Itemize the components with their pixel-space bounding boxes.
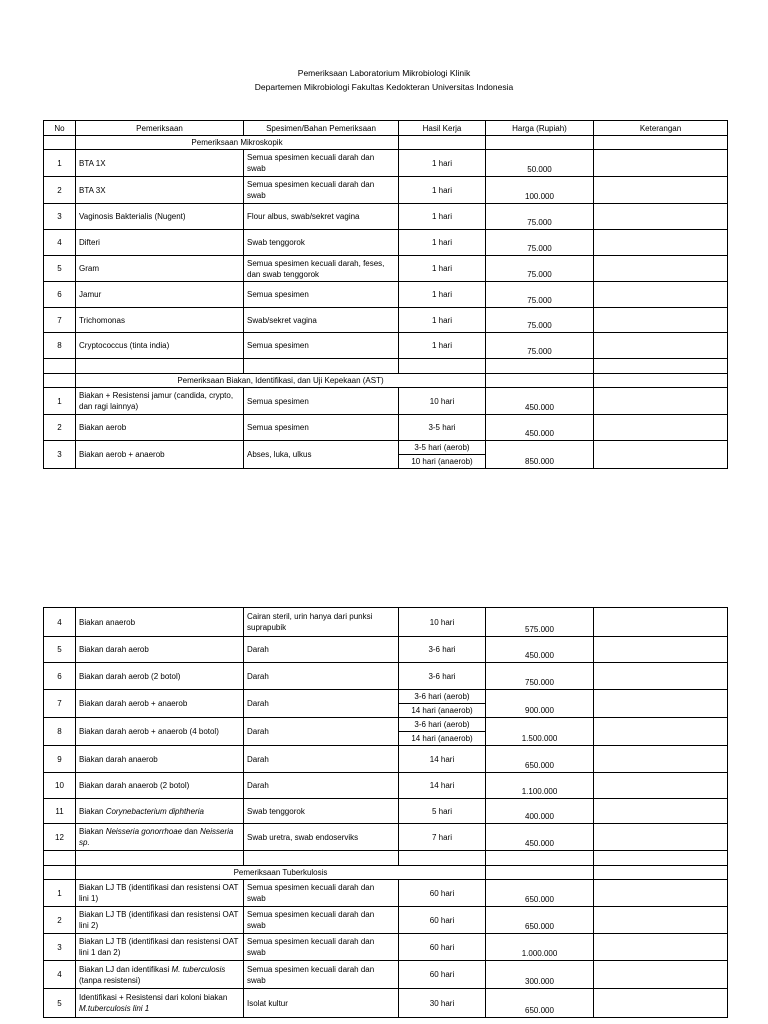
work-time: 60 hari	[399, 961, 486, 989]
row-number: 1	[44, 388, 76, 415]
price: 50.000	[486, 150, 594, 177]
work-time: 5 hari	[399, 799, 486, 824]
notes	[594, 608, 728, 637]
work-time-anaerob: 14 hari (anaerob)	[399, 731, 485, 745]
price: 1.100.000	[486, 773, 594, 799]
table-row	[44, 773, 728, 799]
price: 450.000	[486, 415, 594, 441]
notes	[594, 989, 728, 1018]
work-time: 1 hari	[399, 256, 486, 282]
col-header-specimen: Spesimen/Bahan Pemeriksaan	[244, 121, 399, 136]
exam-name: Biakan LJ TB (identifikasi dan resistensi OAT lini 1)	[76, 880, 244, 907]
price: 75.000	[486, 230, 594, 256]
row-number: 12	[44, 824, 76, 851]
exam-name: BTA 1X	[76, 150, 244, 177]
exam-name: BTA 3X	[76, 177, 244, 204]
work-time: 60 hari	[399, 934, 486, 961]
work-time: 3-6 hari	[399, 637, 486, 663]
col-header-no: No	[44, 121, 76, 136]
work-time-split	[399, 718, 486, 746]
specimen: Cairan steril, urin hanya dari punksi suprapubik	[244, 608, 399, 637]
table-row	[44, 333, 728, 359]
exam-name: Biakan darah aerob + anaerob	[76, 690, 244, 718]
exam-name: Identifikasi + Resistensi dari koloni biakan M.tuberculosis lini 1	[76, 989, 244, 1018]
specimen: Semua spesimen kecuali darah dan swab	[244, 177, 399, 204]
blank-row	[44, 359, 728, 374]
specimen: Semua spesimen kecuali darah dan swab	[244, 880, 399, 907]
exam-name: Biakan anaerob	[76, 608, 244, 637]
work-time: 1 hari	[399, 204, 486, 230]
row-number: 1	[44, 150, 76, 177]
specimen: Darah	[244, 718, 399, 746]
exam-name: Cryptococcus (tinta india)	[76, 333, 244, 359]
price: 650.000	[486, 746, 594, 773]
table-header-row	[44, 121, 728, 136]
price: 750.000	[486, 663, 594, 690]
section-header-row	[44, 136, 728, 150]
notes	[594, 690, 728, 718]
row-number: 1	[44, 880, 76, 907]
price-table-part-2	[43, 607, 728, 1018]
row-number: 7	[44, 690, 76, 718]
row-number: 2	[44, 415, 76, 441]
col-header-price: Harga (Rupiah)	[486, 121, 594, 136]
price: 75.000	[486, 282, 594, 308]
work-time: 1 hari	[399, 230, 486, 256]
notes	[594, 961, 728, 989]
notes	[594, 256, 728, 282]
exam-name: Biakan LJ dan identifikasi M. tuberculosis (tanpa resistensi)	[76, 961, 244, 989]
notes	[594, 773, 728, 799]
title-line-2: Departemen Mikrobiologi Fakultas Kedokteran Universitas Indonesia	[254, 82, 514, 92]
specimen: Semua spesimen	[244, 415, 399, 441]
price: 850.000	[486, 441, 594, 469]
specimen: Darah	[244, 746, 399, 773]
work-time: 14 hari	[399, 773, 486, 799]
row-number: 4	[44, 961, 76, 989]
table-row	[44, 989, 728, 1018]
work-time: 1 hari	[399, 308, 486, 333]
price: 100.000	[486, 177, 594, 204]
table-row	[44, 441, 728, 469]
exam-name: Biakan darah anaerob (2 botol)	[76, 773, 244, 799]
price: 650.000	[486, 907, 594, 934]
notes	[594, 333, 728, 359]
specimen: Semua spesimen	[244, 282, 399, 308]
specimen: Swab uretra, swab endoserviks	[244, 824, 399, 851]
notes	[594, 230, 728, 256]
specimen: Swab tenggorok	[244, 230, 399, 256]
notes	[594, 718, 728, 746]
table-row	[44, 150, 728, 177]
price: 400.000	[486, 799, 594, 824]
notes	[594, 637, 728, 663]
notes	[594, 907, 728, 934]
row-number: 3	[44, 204, 76, 230]
row-number: 3	[44, 934, 76, 961]
exam-name: Biakan darah anaerob	[76, 746, 244, 773]
notes	[594, 204, 728, 230]
exam-name: Vaginosis Bakterialis (Nugent)	[76, 204, 244, 230]
specimen: Semua spesimen kecuali darah dan swab	[244, 961, 399, 989]
row-number: 5	[44, 637, 76, 663]
table-row	[44, 637, 728, 663]
notes	[594, 824, 728, 851]
row-number: 8	[44, 333, 76, 359]
specimen: Swab tenggorok	[244, 799, 399, 824]
table-row	[44, 204, 728, 230]
table-row	[44, 907, 728, 934]
row-number: 10	[44, 773, 76, 799]
exam-name: Biakan LJ TB (identifikasi dan resistensi OAT lini 2)	[76, 907, 244, 934]
table-row	[44, 718, 728, 746]
price: 75.000	[486, 256, 594, 282]
work-time: 30 hari	[399, 989, 486, 1018]
section-header-row	[44, 866, 728, 880]
specimen: Darah	[244, 663, 399, 690]
row-number: 6	[44, 282, 76, 308]
exam-name: Jamur	[76, 282, 244, 308]
work-time-split	[399, 441, 486, 469]
table-row	[44, 177, 728, 204]
row-number: 2	[44, 177, 76, 204]
table-row	[44, 746, 728, 773]
price: 575.000	[486, 608, 594, 637]
notes	[594, 150, 728, 177]
exam-name: Biakan Neisseria gonorrhoae dan Neisseria sp.	[76, 824, 244, 851]
section-title: Pemeriksaan Tuberkulosis	[76, 866, 486, 880]
col-header-notes: Keterangan	[594, 121, 728, 136]
exam-name: Difteri	[76, 230, 244, 256]
work-time: 1 hari	[399, 282, 486, 308]
col-header-exam: Pemeriksaan	[76, 121, 244, 136]
notes	[594, 934, 728, 961]
price: 75.000	[486, 204, 594, 230]
row-number: 5	[44, 989, 76, 1018]
work-time-anaerob: 14 hari (anaerob)	[399, 703, 485, 717]
specimen: Darah	[244, 637, 399, 663]
work-time: 7 hari	[399, 824, 486, 851]
row-number: 4	[44, 230, 76, 256]
price: 1.500.000	[486, 718, 594, 746]
exam-name: Biakan aerob	[76, 415, 244, 441]
table-row	[44, 934, 728, 961]
section-header-row	[44, 374, 728, 388]
notes	[594, 880, 728, 907]
row-number: 8	[44, 718, 76, 746]
specimen: Semua spesimen kecuali darah dan swab	[244, 150, 399, 177]
table-row	[44, 799, 728, 824]
section-title: Pemeriksaan Mikroskopik	[76, 136, 399, 150]
work-time: 1 hari	[399, 150, 486, 177]
section-title: Pemeriksaan Biakan, Identifikasi, dan Uji Kepekaan (AST)	[76, 374, 486, 388]
notes	[594, 282, 728, 308]
work-time-split	[399, 690, 486, 718]
work-time: 3-6 hari	[399, 663, 486, 690]
notes	[594, 799, 728, 824]
table-row	[44, 663, 728, 690]
price-table-part-1	[43, 120, 728, 469]
exam-name: Biakan LJ TB (identifikasi dan resistensi OAT lini 1 dan 2)	[76, 934, 244, 961]
price: 450.000	[486, 388, 594, 415]
work-time-aerob: 3-6 hari (aerob)	[414, 692, 470, 701]
price: 75.000	[486, 308, 594, 333]
notes	[594, 441, 728, 469]
exam-name: Biakan aerob + anaerob	[76, 441, 244, 469]
row-number: 4	[44, 608, 76, 637]
row-number: 6	[44, 663, 76, 690]
exam-name: Biakan + Resistensi jamur (candida, crypto, dan ragi lainnya)	[76, 388, 244, 415]
exam-name: Gram	[76, 256, 244, 282]
row-number: 11	[44, 799, 76, 824]
price: 450.000	[486, 824, 594, 851]
work-time: 10 hari	[399, 608, 486, 637]
specimen: Isolat kultur	[244, 989, 399, 1018]
work-time-anaerob: 10 hari (anaerob)	[399, 454, 485, 468]
work-time-aerob: 3-5 hari (aerob)	[414, 443, 470, 452]
work-time: 3-5 hari	[399, 415, 486, 441]
price: 900.000	[486, 690, 594, 718]
specimen: Abses, luka, ulkus	[244, 441, 399, 469]
exam-name: Biakan darah aerob	[76, 637, 244, 663]
table-row	[44, 388, 728, 415]
specimen: Semua spesimen kecuali darah dan swab	[244, 907, 399, 934]
table-row	[44, 880, 728, 907]
price: 450.000	[486, 637, 594, 663]
price: 650.000	[486, 880, 594, 907]
notes	[594, 308, 728, 333]
specimen: Semua spesimen kecuali darah dan swab	[244, 934, 399, 961]
price: 650.000	[486, 989, 594, 1018]
specimen: Darah	[244, 773, 399, 799]
table-row	[44, 230, 728, 256]
price: 300.000	[486, 961, 594, 989]
notes	[594, 388, 728, 415]
specimen: Semua spesimen	[244, 333, 399, 359]
price: 75.000	[486, 333, 594, 359]
work-time: 60 hari	[399, 907, 486, 934]
row-number: 2	[44, 907, 76, 934]
row-number: 3	[44, 441, 76, 469]
work-time-aerob: 3-6 hari (aerob)	[414, 720, 470, 729]
title-line-1: Pemeriksaan Laboratorium Mikrobiologi Klinik	[297, 68, 471, 78]
exam-name: Biakan darah aerob (2 botol)	[76, 663, 244, 690]
work-time: 10 hari	[399, 388, 486, 415]
price: 1.000.000	[486, 934, 594, 961]
exam-name: Biakan darah aerob + anaerob (4 botol)	[76, 718, 244, 746]
row-number: 9	[44, 746, 76, 773]
table-row	[44, 282, 728, 308]
notes	[594, 177, 728, 204]
exam-name: Biakan Corynebacterium diphtheria	[76, 799, 244, 824]
specimen: Darah	[244, 690, 399, 718]
notes	[594, 746, 728, 773]
work-time: 14 hari	[399, 746, 486, 773]
table-row	[44, 256, 728, 282]
work-time: 1 hari	[399, 177, 486, 204]
notes	[594, 415, 728, 441]
col-header-time: Hasil Kerja	[399, 121, 486, 136]
specimen: Semua spesimen	[244, 388, 399, 415]
table-row	[44, 961, 728, 989]
work-time: 1 hari	[399, 333, 486, 359]
document-title	[0, 66, 768, 94]
table-row	[44, 608, 728, 637]
specimen: Semua spesimen kecuali darah, feses, dan swab tenggorok	[244, 256, 399, 282]
table-row	[44, 415, 728, 441]
blank-row	[44, 851, 728, 866]
table-row	[44, 824, 728, 851]
row-number: 7	[44, 308, 76, 333]
work-time: 60 hari	[399, 880, 486, 907]
specimen: Flour albus, swab/sekret vagina	[244, 204, 399, 230]
table-row	[44, 308, 728, 333]
table-row	[44, 690, 728, 718]
exam-name: Trichomonas	[76, 308, 244, 333]
specimen: Swab/sekret vagina	[244, 308, 399, 333]
notes	[594, 663, 728, 690]
row-number: 5	[44, 256, 76, 282]
